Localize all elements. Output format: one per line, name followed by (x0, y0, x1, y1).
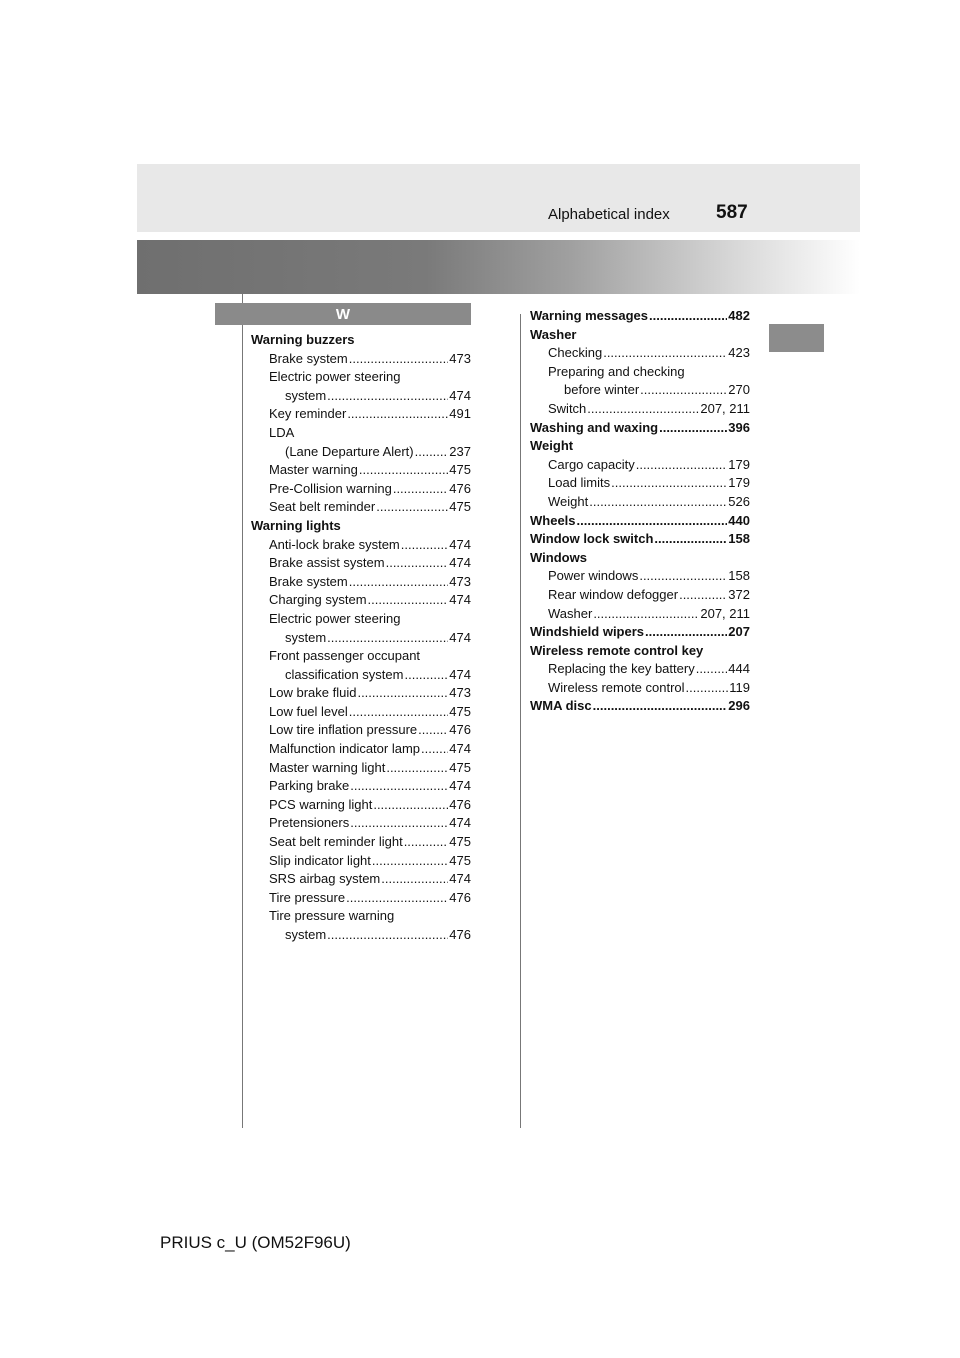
index-entry (530, 586, 750, 605)
index-entry-page: 475 (449, 703, 471, 719)
index-entry (530, 474, 750, 493)
index-entry-label: system (285, 629, 327, 645)
index-entry-page: 296 (728, 698, 750, 714)
index-entry-label: system (285, 387, 327, 403)
index-entry-label: Brake system (269, 573, 348, 589)
dot-leader (593, 697, 728, 716)
section-letter: W (335, 305, 351, 323)
index-entry (251, 443, 471, 462)
index-entry-label: Low tire inflation pressure (269, 722, 418, 738)
index-entry-page: 207 (728, 624, 750, 640)
index-entry-page: 119 (729, 679, 750, 695)
page-number: 587 (716, 202, 748, 223)
index-entry (251, 350, 471, 369)
index-entry-page: 207, 211 (700, 605, 750, 621)
index-entry-page: 475 (449, 834, 471, 850)
dot-leader (593, 605, 699, 624)
index-entry-page: 237 (449, 443, 471, 459)
dot-leader (659, 419, 727, 438)
dot-leader (349, 350, 449, 369)
index-entry-page: 444 (728, 661, 750, 677)
index-entry (251, 907, 471, 926)
header-bar (137, 164, 860, 232)
index-entry-label: Power windows (548, 568, 639, 584)
index-entry-label: Warning lights (251, 517, 341, 533)
index-entry-label: Switch (548, 400, 587, 416)
index-entry (251, 461, 471, 480)
index-entry-page: 475 (449, 499, 471, 515)
dot-leader (649, 307, 727, 326)
index-entry-label: Front passenger occupant (269, 648, 421, 664)
dot-leader (346, 889, 448, 908)
index-entry (251, 610, 471, 629)
index-entry-page: 423 (728, 345, 750, 361)
index-entry (530, 642, 750, 661)
index-entry (530, 697, 750, 716)
index-entry (251, 480, 471, 499)
index-entry-label: Parking brake (269, 778, 350, 794)
index-entry-page: 474 (449, 815, 471, 831)
dot-leader (611, 474, 727, 493)
index-entry (251, 721, 471, 740)
dot-leader (350, 777, 448, 796)
index-entry (251, 591, 471, 610)
index-entry-label: Wireless remote control (548, 679, 685, 695)
dot-leader (587, 400, 699, 419)
index-entry (251, 870, 471, 889)
index-entry-label: Brake system (269, 350, 348, 366)
dot-leader (347, 405, 448, 424)
index-entry (251, 405, 471, 424)
dot-leader (349, 703, 449, 722)
dot-leader (603, 344, 727, 363)
index-entry (251, 629, 471, 648)
index-entry (251, 926, 471, 945)
dot-leader (327, 387, 448, 406)
dot-leader (359, 461, 448, 480)
index-entry-label: system (285, 927, 327, 942)
index-entry-page: 473 (449, 350, 471, 366)
dot-leader (349, 573, 449, 592)
dot-leader (654, 530, 727, 549)
index-entry (251, 703, 471, 722)
dot-leader (386, 759, 448, 778)
index-entry-label: Tire pressure (269, 889, 346, 905)
index-entry-label: (Lane Departure Alert) (285, 443, 414, 459)
index-entry-page: 270 (728, 382, 750, 398)
index-entry-label: Anti-lock brake system (269, 536, 400, 552)
index-entry (530, 307, 750, 326)
dot-leader (350, 814, 448, 833)
index-entry-label: Tire pressure warning (269, 908, 395, 924)
index-entry-page: 440 (728, 512, 750, 528)
index-entry (251, 536, 471, 555)
index-entry-label: Washer (548, 605, 593, 621)
index-entry-page: 179 (728, 456, 750, 472)
index-entry-label: Key reminder (269, 406, 347, 422)
index-entry (251, 796, 471, 815)
index-entry-page: 475 (449, 852, 471, 868)
index-entry-label: Brake assist system (269, 555, 385, 571)
index-entry-label: Warning messages (530, 308, 649, 323)
index-entry-page: 476 (449, 927, 471, 942)
index-entry-label: Seat belt reminder light (269, 834, 403, 850)
index-entry-page: 476 (449, 722, 471, 738)
index-entry-label: Seat belt reminder (269, 499, 376, 515)
index-entry-page: 476 (449, 480, 471, 496)
dot-leader (373, 796, 448, 815)
dot-leader (577, 512, 728, 531)
index-entry-label: Windshield wipers (530, 624, 645, 640)
dot-leader (386, 554, 449, 573)
index-entry (251, 759, 471, 778)
dot-leader (696, 660, 728, 679)
left-column-rule (242, 294, 243, 1128)
dot-leader (421, 740, 448, 759)
index-entry-label: Warning buzzers (251, 332, 355, 347)
index-entry (530, 605, 750, 624)
index-entry (251, 833, 471, 852)
index-entry (251, 573, 471, 592)
index-entry (251, 517, 471, 536)
dot-leader (404, 666, 448, 685)
right-column-rule (520, 314, 521, 1128)
index-entry (530, 400, 750, 419)
index-entry-label: Load limits (548, 475, 611, 491)
dot-leader (327, 926, 448, 945)
index-entry-page: 207, 211 (700, 400, 750, 416)
index-entry-label: WMA disc (530, 698, 592, 714)
index-entry-label: Pre-Collision warning (269, 480, 392, 496)
index-entry-label: Low brake fluid (269, 685, 357, 701)
index-entry (530, 512, 750, 531)
index-entry-page: 474 (449, 387, 471, 403)
index-entry-label: Electric power steering (269, 610, 401, 626)
index-entry-page: 396 (728, 419, 750, 435)
header-gradient-band (137, 240, 860, 294)
index-entry (530, 381, 750, 400)
index-entry-page: 474 (449, 871, 471, 887)
dot-leader (686, 679, 729, 698)
index-entry-label: LDA (269, 424, 295, 440)
index-entry-page: 179 (728, 475, 750, 491)
index-entry (530, 363, 750, 382)
index-column-left (251, 331, 471, 945)
index-entry-page: 526 (728, 493, 750, 509)
index-entry-page: 474 (449, 536, 471, 552)
index-entry-page: 474 (449, 592, 471, 608)
dot-leader (393, 480, 448, 499)
index-entry-label: Preparing and checking (548, 363, 685, 379)
thumb-index-tab (769, 324, 824, 352)
index-entry-label: Pretensioners (269, 815, 350, 831)
index-entry-page: 474 (449, 666, 471, 682)
index-entry-page: 476 (449, 796, 471, 812)
index-entry-label: Wireless remote control key (530, 642, 704, 658)
index-entry-page: 475 (449, 462, 471, 478)
index-entry-label: Slip indicator light (269, 852, 371, 868)
index-entry (530, 326, 750, 345)
dot-leader (589, 493, 727, 512)
index-entry (251, 554, 471, 573)
dot-leader (372, 852, 448, 871)
index-entry-page: 476 (449, 889, 471, 905)
index-entry (530, 679, 750, 698)
dot-leader (401, 536, 449, 555)
dot-leader (415, 443, 449, 462)
index-entry-page: 475 (449, 759, 471, 775)
dot-leader (639, 567, 727, 586)
index-entry-label: PCS warning light (269, 796, 373, 812)
index-entry-label: Weight (548, 493, 589, 509)
index-entry (530, 567, 750, 586)
index-entry-page: 474 (449, 778, 471, 794)
index-entry (251, 647, 471, 666)
index-entry (530, 344, 750, 363)
index-entry (530, 419, 750, 438)
index-entry-label: Master warning (269, 462, 358, 478)
page-title: Alphabetical index (548, 206, 670, 223)
dot-leader (640, 381, 727, 400)
index-entry-page: 474 (449, 629, 471, 645)
index-entry-label: Rear window defogger (548, 586, 679, 602)
footer-model-code: PRIUS c_U (OM52F96U) (160, 1233, 351, 1252)
index-entry (251, 424, 471, 443)
index-entry (251, 889, 471, 908)
index-entry-label: Cargo capacity (548, 456, 635, 472)
index-entry (251, 331, 471, 350)
index-entry (251, 814, 471, 833)
dot-leader (636, 456, 728, 475)
index-entry (530, 493, 750, 512)
index-entry-label: Master warning light (269, 759, 386, 775)
index-entry (251, 387, 471, 406)
index-entry (251, 368, 471, 387)
dot-leader (418, 721, 448, 740)
dot-leader (404, 833, 449, 852)
index-entry-label: Washing and waxing (530, 419, 659, 435)
dot-leader (357, 684, 448, 703)
index-entry (251, 498, 471, 517)
index-entry-label: classification system (285, 666, 404, 682)
index-entry (530, 623, 750, 642)
index-entry (251, 777, 471, 796)
dot-leader (327, 629, 448, 648)
index-entry-page: 372 (728, 586, 750, 602)
index-entry-label: Electric power steering (269, 369, 401, 385)
index-entry (251, 684, 471, 703)
index-column-right (530, 307, 750, 716)
index-entry-page: 482 (728, 308, 750, 323)
section-letter-heading (215, 303, 471, 325)
index-entry-label: Weight (530, 438, 574, 454)
index-entry-page: 474 (449, 555, 471, 571)
index-entry-page: 158 (728, 531, 750, 547)
index-entry-label: Malfunction indicator lamp (269, 741, 421, 757)
index-entry-label: Windows (530, 549, 587, 565)
index-entry (530, 660, 750, 679)
index-entry-page: 158 (728, 568, 750, 584)
index-entry (530, 456, 750, 475)
index-entry (530, 437, 750, 456)
dot-leader (679, 586, 727, 605)
index-entry-label: Replacing the key battery (548, 661, 695, 677)
index-entry-page: 474 (449, 741, 471, 757)
index-entry-label: Low fuel level (269, 703, 348, 719)
index-entry (530, 549, 750, 568)
index-entry-label: Wheels (530, 512, 576, 528)
index-entry-label: Window lock switch (530, 531, 654, 547)
index-entry-label: Charging system (269, 592, 367, 608)
dot-leader (368, 591, 449, 610)
index-entry-page: 473 (449, 573, 471, 589)
index-entry-page: 491 (449, 406, 471, 422)
index-entry-label: SRS airbag system (269, 871, 381, 887)
index-entry (251, 666, 471, 685)
index-entry (251, 740, 471, 759)
index-entry (530, 530, 750, 549)
index-entry (251, 852, 471, 871)
index-entry-page: 473 (449, 685, 471, 701)
index-entry-label: Washer (530, 326, 577, 342)
dot-leader (376, 498, 448, 517)
index-entry-label: before winter (564, 382, 640, 398)
dot-leader (645, 623, 727, 642)
dot-leader (381, 870, 448, 889)
index-entry-label: Checking (548, 345, 603, 361)
